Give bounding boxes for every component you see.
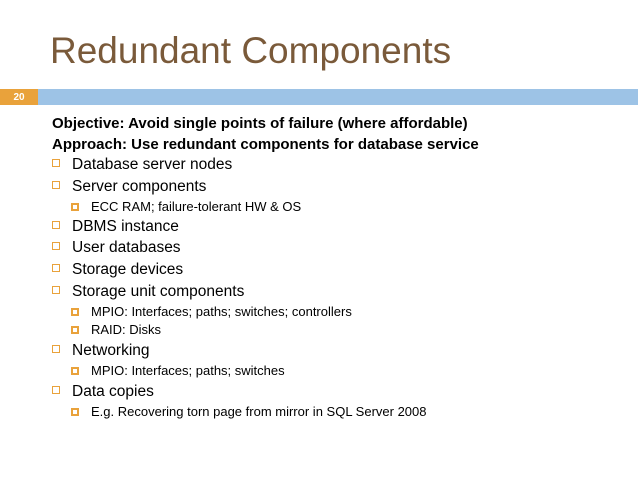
- list-item-text: MPIO: Interfaces; paths; switches: [91, 363, 285, 378]
- filled-square-bullet-icon: [71, 326, 79, 334]
- list-item: [52, 342, 150, 360]
- filled-square-bullet-icon: [71, 308, 79, 316]
- sub-list-item: [71, 199, 301, 214]
- list-item: [52, 178, 206, 196]
- list-item: [52, 239, 181, 257]
- slide-number: 20: [0, 89, 38, 105]
- hollow-square-bullet-icon: [52, 159, 60, 167]
- header-bar: [0, 89, 638, 105]
- list-item-text: ECC RAM; failure-tolerant HW & OS: [91, 199, 302, 214]
- filled-square-bullet-icon: [71, 408, 79, 416]
- filled-square-bullet-icon: [71, 367, 79, 375]
- list-item-text: Database server nodes: [72, 156, 233, 173]
- slide-title: Redundant Components: [50, 30, 452, 71]
- hollow-square-bullet-icon: [52, 386, 60, 394]
- sub-list-item: [71, 363, 285, 378]
- hollow-square-bullet-icon: [52, 181, 60, 189]
- hollow-square-bullet-icon: [52, 264, 60, 272]
- hollow-square-bullet-icon: [52, 221, 60, 229]
- list-item-text: E.g. Recovering torn page from mirror in SQL Server 2008: [91, 404, 427, 419]
- list-item: [52, 283, 244, 301]
- objective-line: Objective: Avoid single points of failure (where affordable): [52, 115, 468, 132]
- hollow-square-bullet-icon: [52, 345, 60, 353]
- hollow-square-bullet-icon: [52, 286, 60, 294]
- sub-list-item: [71, 304, 352, 319]
- list-item-text: MPIO: Interfaces; paths; switches; controllers: [91, 304, 352, 319]
- list-item: [52, 218, 179, 236]
- list-item-text: Storage unit components: [72, 283, 245, 300]
- hollow-square-bullet-icon: [52, 242, 60, 250]
- sub-list-item: [71, 404, 427, 419]
- list-item-text: Server components: [72, 178, 207, 195]
- list-item: [52, 383, 154, 401]
- list-item-text: User databases: [72, 239, 181, 256]
- list-item: [52, 156, 232, 174]
- list-item-text: Storage devices: [72, 261, 184, 278]
- list-item-text: RAID: Disks: [91, 322, 162, 337]
- list-item-text: Networking: [72, 342, 150, 359]
- approach-line: Approach: Use redundant components for database service: [52, 136, 479, 153]
- filled-square-bullet-icon: [71, 203, 79, 211]
- sub-list-item: [71, 322, 161, 337]
- list-item: [52, 261, 183, 279]
- list-item-text: DBMS instance: [72, 218, 179, 235]
- list-item-text: Data copies: [72, 383, 154, 400]
